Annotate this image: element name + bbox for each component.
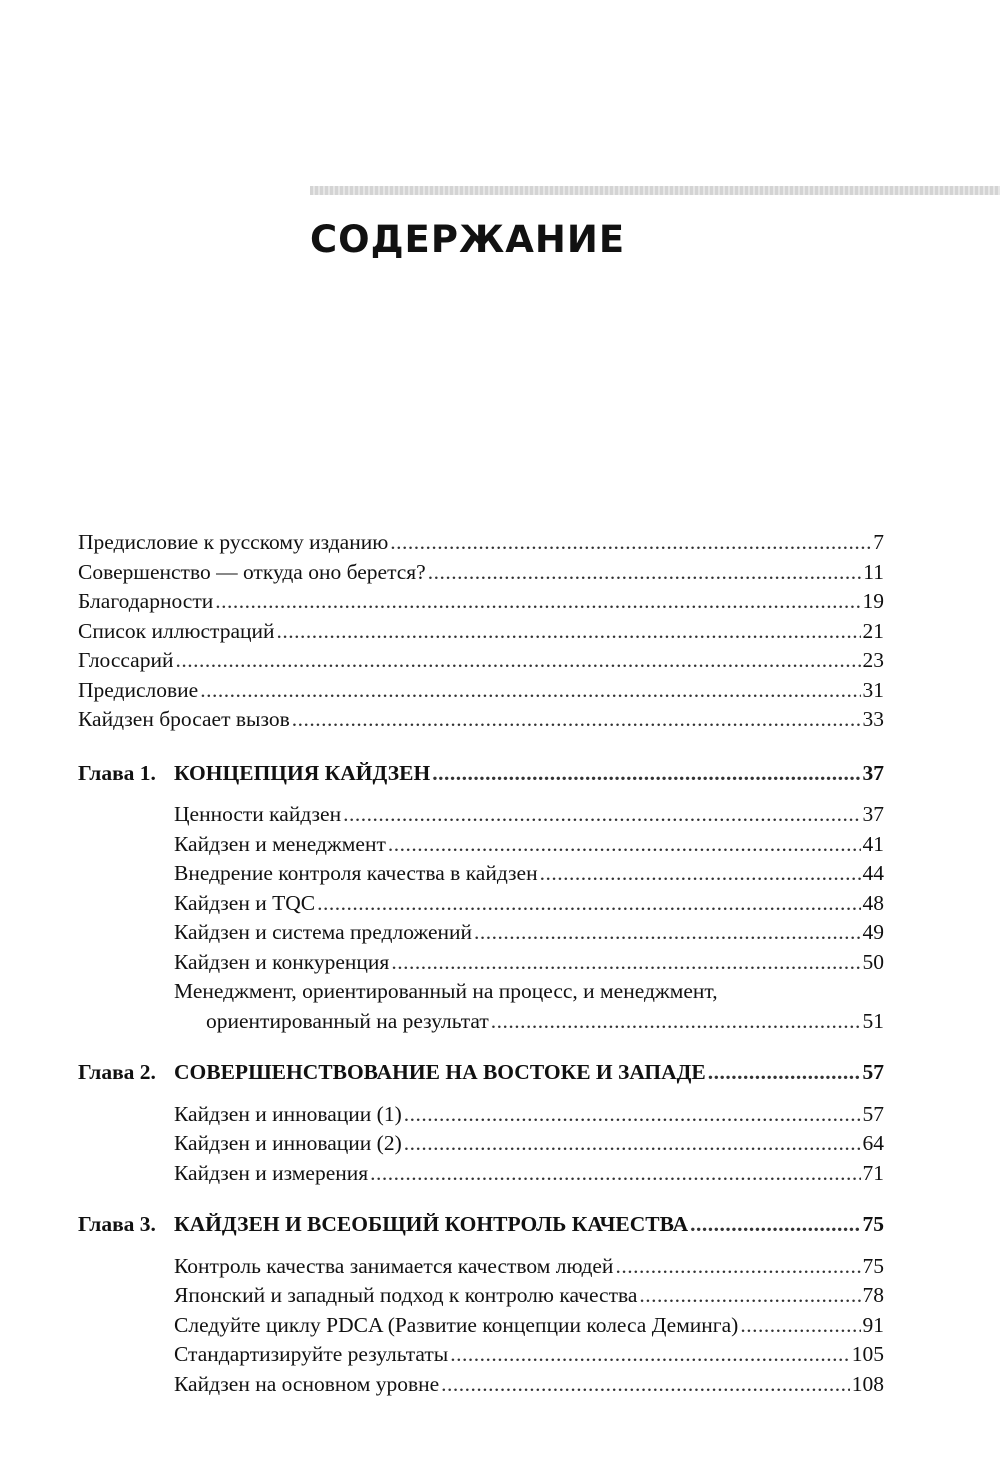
toc-entry-front[interactable] <box>78 676 884 706</box>
table-of-contents <box>78 528 884 1399</box>
toc-leader <box>404 1129 861 1159</box>
toc-entry-title: Кайдзен и конкуренция <box>174 949 390 974</box>
spacer <box>78 1088 884 1100</box>
toc-leader <box>390 528 871 558</box>
toc-entry-title: Предисловие <box>78 677 199 702</box>
toc-leader <box>428 558 862 588</box>
toc-entry-first-line[interactable]: Менеджмент, ориентированный на процесс, и менеджмент, <box>174 979 718 1003</box>
toc-entry[interactable] <box>78 1281 884 1311</box>
toc-entry-title: Кайдзен и инновации (2) <box>174 1131 402 1155</box>
toc-entry-page: 7 <box>873 530 884 554</box>
toc-entry-page: 108 <box>851 1371 884 1396</box>
chapter-title: КОНЦЕПЦИЯ КАЙДЗЕН <box>174 760 431 785</box>
toc-leader <box>388 830 861 860</box>
toc-entry-page: 48 <box>862 890 884 915</box>
toc-entry-title: Японский и западный подход к контролю качества <box>174 1283 638 1307</box>
spacer <box>78 1188 884 1210</box>
toc-entry-page: 44 <box>862 861 884 885</box>
toc-entry-page: 91 <box>862 1312 884 1337</box>
chapter-heading <box>78 1210 688 1240</box>
toc-leader <box>391 948 860 978</box>
toc-entry-title: Кайдзен и менеджмент <box>174 831 386 856</box>
toc-chapter-1[interactable] <box>78 759 884 789</box>
toc-leader <box>277 617 861 647</box>
toc-entry-page: 71 <box>862 1160 884 1185</box>
toc-entry-title: Кайдзен и инновации (1) <box>174 1101 402 1126</box>
toc-leader <box>690 1210 860 1240</box>
chapter-page: 57 <box>862 1060 884 1084</box>
toc-leader <box>491 1007 861 1037</box>
toc-entry-title: Контроль качества занимается качеством людей <box>174 1253 614 1278</box>
toc-entry[interactable] <box>78 1340 884 1370</box>
spacer <box>78 735 884 759</box>
toc-entry[interactable] <box>78 1100 884 1130</box>
page-title: СОДЕРЖАНИЕ <box>310 218 626 261</box>
toc-entry-title: Ценности кайдзен <box>174 802 342 826</box>
toc-leader <box>200 676 860 706</box>
spacer <box>78 788 884 800</box>
spacer <box>78 1240 884 1252</box>
toc-leader <box>639 1281 860 1311</box>
chapter-page: 75 <box>862 1212 884 1236</box>
toc-entry[interactable] <box>78 1252 884 1282</box>
toc-entry-title: Кайдзен и измерения <box>174 1160 369 1185</box>
toc-entry-page: 21 <box>862 618 884 643</box>
toc-entry-title: Следуйте циклу PDCA (Развитие концепции колеса Деминга) <box>174 1312 739 1337</box>
toc-leader <box>450 1340 849 1370</box>
toc-entry[interactable] <box>78 918 884 948</box>
toc-leader <box>343 800 860 830</box>
toc-entry[interactable] <box>78 800 884 830</box>
toc-entry-front[interactable] <box>78 705 884 735</box>
toc-leader <box>370 1159 860 1189</box>
toc-entry[interactable] <box>78 1311 884 1341</box>
toc-entry-page: 37 <box>862 802 884 826</box>
chapter-label: Глава 3. <box>78 1212 156 1236</box>
toc-entry-title: Кайдзен и TQC <box>174 890 316 915</box>
toc-entry-page: 11 <box>863 559 884 584</box>
toc-entry-page: 31 <box>862 677 884 702</box>
toc-entry-front[interactable] <box>78 617 884 647</box>
toc-entry-front[interactable] <box>78 528 884 558</box>
toc-leader <box>540 859 861 889</box>
chapter-heading <box>78 1058 706 1088</box>
toc-entry-page: 51 <box>862 1008 884 1033</box>
toc-entry-front[interactable] <box>78 646 884 676</box>
toc-entry[interactable] <box>78 859 884 889</box>
toc-entry[interactable] <box>78 889 884 919</box>
toc-entry-page: 49 <box>862 920 884 944</box>
toc-entry-page: 23 <box>862 648 884 672</box>
toc-entry[interactable] <box>78 830 884 860</box>
toc-entry-page: 78 <box>862 1283 884 1307</box>
header-rule <box>310 186 1000 195</box>
toc-entry-continuation[interactable] <box>78 1007 884 1037</box>
toc-leader <box>317 889 860 919</box>
toc-entry-title: Совершенство — откуда оно берется? <box>78 559 426 584</box>
toc-entry-page: 57 <box>862 1101 884 1126</box>
toc-entry[interactable] <box>78 1159 884 1189</box>
chapter-label: Глава 1. <box>78 760 156 785</box>
toc-chapter-2[interactable] <box>78 1058 884 1088</box>
toc-entry-title: Внедрение контроля качества в кайдзен <box>174 861 538 885</box>
toc-leader <box>708 1058 861 1088</box>
toc-entry[interactable] <box>78 1129 884 1159</box>
toc-entry-page: 50 <box>862 949 884 974</box>
toc-leader <box>404 1100 861 1130</box>
toc-entry-title: ориентированный на результат <box>206 1008 489 1033</box>
toc-leader <box>740 1311 860 1341</box>
toc-entry-front[interactable] <box>78 587 884 617</box>
chapter-heading <box>78 759 430 789</box>
toc-entry-title: Благодарности <box>78 589 214 613</box>
toc-entry[interactable] <box>78 948 884 978</box>
toc-entry[interactable] <box>78 1370 884 1400</box>
toc-leader <box>292 705 861 735</box>
toc-entry-title: Стандартизируйте результаты <box>174 1342 449 1366</box>
toc-entry-page: 33 <box>862 707 884 731</box>
toc-leader <box>441 1370 850 1400</box>
toc-entry-page: 64 <box>862 1131 884 1155</box>
toc-entry-title: Кайдзен и система предложений <box>174 920 473 944</box>
toc-entry-title: Глоссарий <box>78 648 174 672</box>
toc-entry-page: 75 <box>862 1253 884 1278</box>
spacer <box>78 1036 884 1058</box>
toc-entry-title: Кайдзен бросает вызов <box>78 707 290 731</box>
toc-leader <box>615 1252 860 1282</box>
toc-entry-page: 19 <box>862 589 884 613</box>
toc-entry-page: 105 <box>851 1342 884 1366</box>
chapter-page: 37 <box>862 760 884 785</box>
toc-chapter-3[interactable] <box>78 1210 884 1240</box>
toc-leader <box>474 918 860 948</box>
chapter-title: КАЙДЗЕН И ВСЕОБЩИЙ КОНТРОЛЬ КАЧЕСТВА <box>174 1212 689 1236</box>
toc-entry-title: Список иллюстраций <box>78 618 275 643</box>
toc-entry-title: Кайдзен на основном уровне <box>174 1371 440 1396</box>
toc-leader <box>175 646 860 676</box>
toc-leader <box>215 587 860 617</box>
toc-entry-title: Предисловие к русскому изданию <box>78 530 389 554</box>
toc-entry-page: 41 <box>862 831 884 856</box>
toc-leader <box>432 759 860 789</box>
chapter-title: СОВЕРШЕНСТВОВАНИЕ НА ВОСТОКЕ И ЗАПАДЕ <box>174 1060 706 1084</box>
chapter-label: Глава 2. <box>78 1060 156 1084</box>
toc-entry-front[interactable] <box>78 558 884 588</box>
